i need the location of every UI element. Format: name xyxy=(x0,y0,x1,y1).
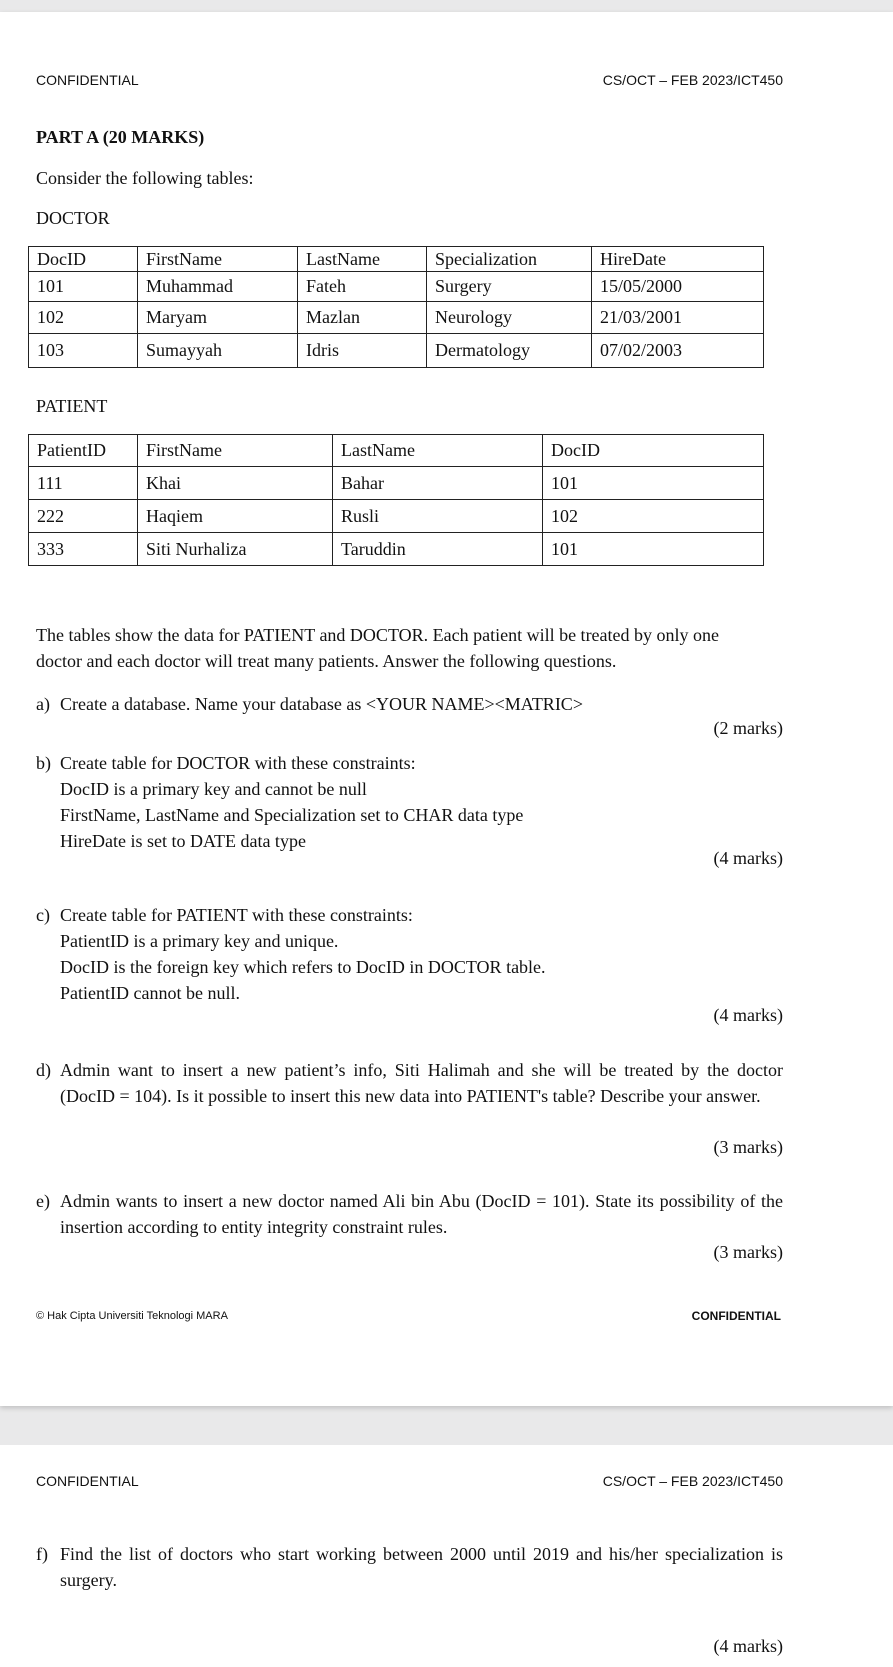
marks-a: (2 marks) xyxy=(713,718,783,738)
doctor-cell: Mazlan xyxy=(298,302,427,334)
question-b xyxy=(36,750,783,854)
question-text: Create table for PATIENT with these constraints: xyxy=(60,905,413,925)
doctor-header-cell: LastName xyxy=(298,247,427,272)
patient-table-title: PATIENT xyxy=(36,396,108,416)
patient-cell: Haqiem xyxy=(138,500,333,533)
doctor-cell: 15/05/2000 xyxy=(592,272,764,302)
patient-cell: Bahar xyxy=(333,467,543,500)
question-text: Create table for DOCTOR with these constraints: xyxy=(60,753,416,773)
question-f xyxy=(36,1541,783,1593)
patient-cell: 333 xyxy=(29,533,138,566)
patient-cell: 101 xyxy=(543,533,764,566)
table-row xyxy=(29,302,764,334)
patient-header-cell: LastName xyxy=(333,435,543,467)
table-row xyxy=(29,533,764,566)
doctor-cell: Maryam xyxy=(138,302,298,334)
question-text: Find the list of doctors who start working between 2000 until 2019 and his/her specialization is surgery. xyxy=(60,1544,783,1590)
patient-cell: Khai xyxy=(138,467,333,500)
constraint-line: PatientID is a primary key and unique. xyxy=(60,931,339,951)
constraint-line: DocID is a primary key and cannot be null xyxy=(60,779,367,799)
patient-cell: 102 xyxy=(543,500,764,533)
question-label: f) xyxy=(36,1544,48,1564)
doctor-table-title: DOCTOR xyxy=(36,208,110,228)
doctor-table xyxy=(28,246,764,368)
intro-text: Consider the following tables: xyxy=(36,168,254,188)
doctor-cell: 103 xyxy=(29,334,138,368)
header-confidential: CONFIDENTIAL xyxy=(36,1473,139,1489)
marks-e: (3 marks) xyxy=(713,1242,783,1262)
doctor-cell: Surgery xyxy=(427,272,592,302)
question-a xyxy=(36,691,783,717)
constraint-line: FirstName, LastName and Specialization set to CHAR data type xyxy=(60,805,524,825)
marks-b: (4 marks) xyxy=(713,848,783,868)
patient-table xyxy=(28,434,764,566)
patient-cell: Rusli xyxy=(333,500,543,533)
constraint-line: PatientID cannot be null. xyxy=(60,983,240,1003)
constraint-line: HireDate is set to DATE data type xyxy=(60,831,306,851)
table-row xyxy=(29,467,764,500)
doctor-cell: Dermatology xyxy=(427,334,592,368)
patient-cell: 101 xyxy=(543,467,764,500)
header-confidential: CONFIDENTIAL xyxy=(36,72,139,88)
patient-cell: Taruddin xyxy=(333,533,543,566)
description-text: The tables show the data for PATIENT and DOCTOR. Each patient will be treated by only one doctor and each doctor will treat many patients. Answer the following questions. xyxy=(36,625,720,671)
patient-cell: 111 xyxy=(29,467,138,500)
doctor-header-cell: HireDate xyxy=(592,247,764,272)
doctor-cell: Idris xyxy=(298,334,427,368)
patient-header-cell: PatientID xyxy=(29,435,138,467)
question-text: Create a database. Name your database as <YOUR NAME><MATRIC> xyxy=(60,694,583,714)
part-title: PART A (20 MARKS) xyxy=(36,127,205,147)
header-course-code: CS/OCT – FEB 2023/ICT450 xyxy=(602,1473,783,1489)
header-course-code: CS/OCT – FEB 2023/ICT450 xyxy=(602,72,783,88)
question-label: d) xyxy=(36,1060,51,1080)
patient-header-cell: DocID xyxy=(543,435,764,467)
marks-c: (4 marks) xyxy=(713,1005,783,1025)
question-text: Admin want to insert a new patient’s info, Siti Halimah and she will be treated by the doctor (DocID = 104). Is it possible to insert this new data into PATIENT's table? Describe your answer. xyxy=(60,1060,783,1106)
doctor-table-header-row xyxy=(29,247,764,272)
doctor-cell: 101 xyxy=(29,272,138,302)
doctor-cell: Fateh xyxy=(298,272,427,302)
question-e xyxy=(36,1188,783,1240)
question-text: Admin wants to insert a new doctor named Ali bin Abu (DocID = 101). State its possibility of the insertion according to entity integrity constraint rules. xyxy=(60,1191,783,1237)
doctor-header-cell: Specialization xyxy=(427,247,592,272)
exam-page-2 xyxy=(0,1445,893,1667)
exam-page-1 xyxy=(0,12,893,1406)
constraint-line: DocID is the foreign key which refers to DocID in DOCTOR table. xyxy=(60,957,546,977)
table-row xyxy=(29,334,764,368)
table-row xyxy=(29,272,764,302)
doctor-header-cell: DocID xyxy=(29,247,138,272)
doctor-cell: 102 xyxy=(29,302,138,334)
table-row xyxy=(29,500,764,533)
marks-f: (4 marks) xyxy=(713,1636,783,1656)
doctor-header-cell: FirstName xyxy=(138,247,298,272)
marks-d: (3 marks) xyxy=(713,1137,783,1157)
question-c xyxy=(36,902,783,1006)
doctor-cell: 21/03/2001 xyxy=(592,302,764,334)
footer-confidential: CONFIDENTIAL xyxy=(691,1309,781,1323)
patient-cell: Siti Nurhaliza xyxy=(138,533,333,566)
patient-table-header-row xyxy=(29,435,764,467)
patient-header-cell: FirstName xyxy=(138,435,333,467)
question-label: a) xyxy=(36,694,50,714)
question-label: e) xyxy=(36,1191,50,1211)
question-label: b) xyxy=(36,753,51,773)
doctor-cell: Muhammad xyxy=(138,272,298,302)
question-label: c) xyxy=(36,905,50,925)
doctor-cell: 07/02/2003 xyxy=(592,334,764,368)
footer-copyright: © Hak Cipta Universiti Teknologi MARA xyxy=(36,1310,228,1322)
doctor-cell: Sumayyah xyxy=(138,334,298,368)
patient-cell: 222 xyxy=(29,500,138,533)
question-d xyxy=(36,1057,783,1109)
doctor-cell: Neurology xyxy=(427,302,592,334)
